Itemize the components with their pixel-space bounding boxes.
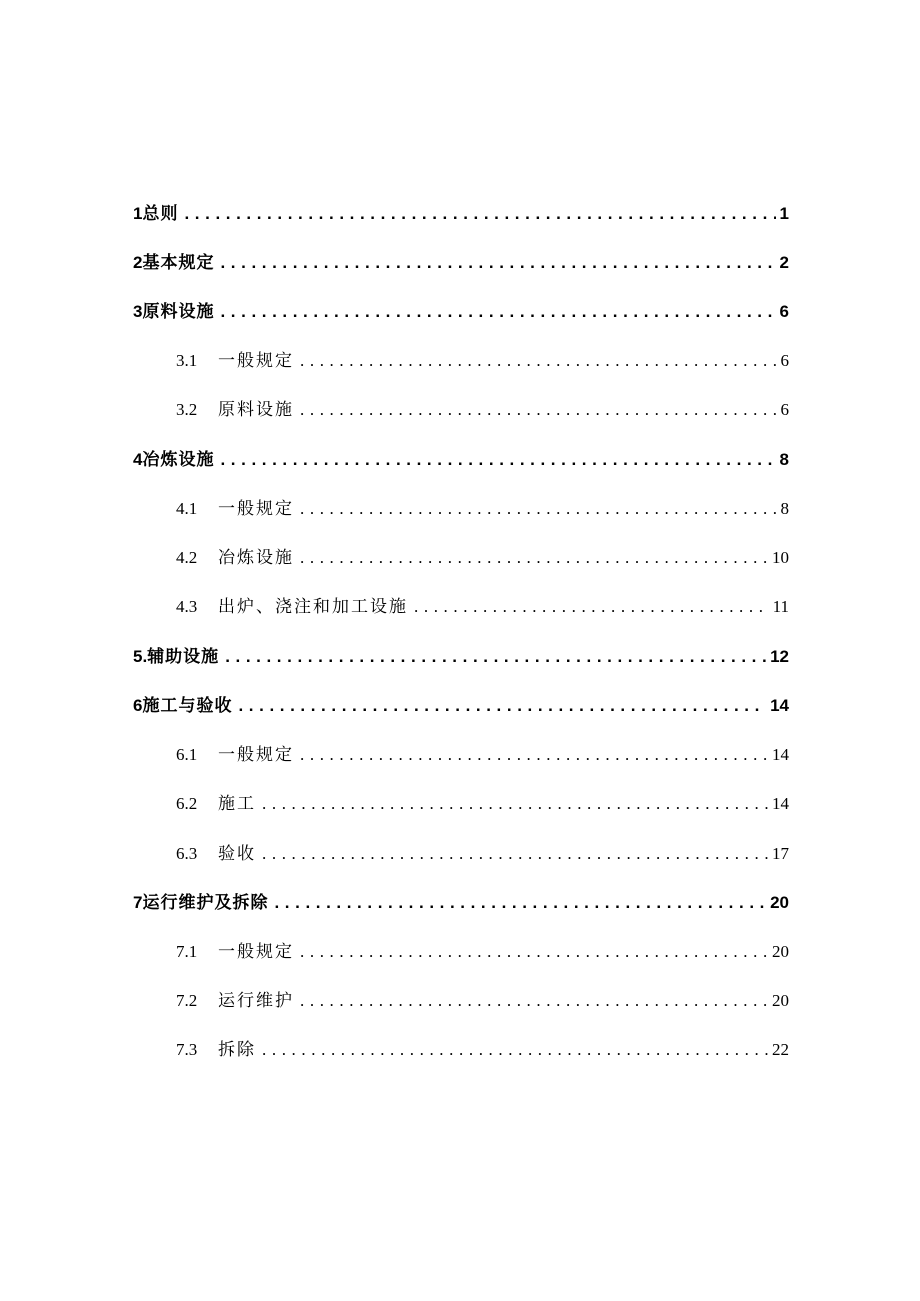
toc-number: 7.2 bbox=[176, 991, 198, 1010]
toc-subentry[interactable] bbox=[176, 1035, 789, 1059]
toc-number: 5. bbox=[133, 647, 148, 666]
toc-page-number: 6 bbox=[779, 302, 789, 321]
toc-subentry[interactable] bbox=[176, 592, 789, 616]
toc-page-number: 20 bbox=[772, 991, 789, 1010]
toc-leader-dots bbox=[300, 352, 777, 369]
toc-leader-dots bbox=[262, 1041, 768, 1058]
toc-number: 6.2 bbox=[176, 794, 198, 813]
toc-subentry[interactable] bbox=[176, 986, 789, 1010]
toc-leader-dots bbox=[220, 303, 775, 320]
toc-page-number: 6 bbox=[780, 400, 789, 419]
toc-leader-dots bbox=[300, 401, 777, 418]
toc-number: 7 bbox=[133, 893, 143, 912]
toc-page-number: 12 bbox=[770, 647, 789, 666]
toc-number: 7.1 bbox=[176, 942, 198, 961]
toc-leader-dots bbox=[220, 451, 775, 468]
toc-leader-dots bbox=[184, 205, 775, 222]
toc-entry[interactable] bbox=[133, 297, 789, 321]
toc-title: 拆除 bbox=[218, 1040, 256, 1059]
toc-number: 6 bbox=[133, 696, 143, 715]
toc-subentry[interactable] bbox=[176, 543, 789, 567]
toc-number: 7.3 bbox=[176, 1040, 198, 1059]
toc-number: 3.1 bbox=[176, 351, 198, 370]
toc-subentry[interactable] bbox=[176, 346, 789, 370]
toc-title: 原料设施 bbox=[218, 400, 294, 419]
toc-number: 4 bbox=[133, 450, 143, 469]
toc-page-number: 20 bbox=[770, 893, 789, 912]
toc-title: 一般规定 bbox=[218, 942, 294, 961]
toc-subentry[interactable] bbox=[176, 740, 789, 764]
toc-page-number: 8 bbox=[780, 499, 789, 518]
toc-leader-dots bbox=[262, 795, 768, 812]
toc-title: 辅助设施 bbox=[147, 647, 220, 666]
toc-title: 一般规定 bbox=[218, 745, 294, 764]
toc-page-number: 1 bbox=[779, 204, 789, 223]
toc-title: 一般规定 bbox=[218, 351, 294, 370]
toc-subentry[interactable] bbox=[176, 789, 789, 813]
toc-entry[interactable] bbox=[133, 445, 789, 469]
toc-leader-dots bbox=[274, 894, 766, 911]
toc-page-number: 17 bbox=[772, 844, 789, 863]
toc-title: 出炉、浇注和加工设施 bbox=[218, 597, 408, 616]
toc-leader-dots bbox=[300, 992, 768, 1009]
toc-leader-dots bbox=[300, 943, 768, 960]
toc-title: 冶炼设施 bbox=[218, 548, 294, 567]
toc-number: 3 bbox=[133, 302, 143, 321]
toc-number: 1 bbox=[133, 204, 143, 223]
toc-number: 6.1 bbox=[176, 745, 198, 764]
toc-entry[interactable] bbox=[133, 642, 789, 666]
toc-subentry[interactable] bbox=[176, 937, 789, 961]
toc-leader-dots bbox=[414, 598, 769, 615]
toc-leader-dots bbox=[225, 648, 766, 665]
toc-page-number: 6 bbox=[780, 351, 789, 370]
toc-page-number: 22 bbox=[772, 1040, 789, 1059]
toc-title: 运行维护 bbox=[218, 991, 294, 1010]
toc-title: 基本规定 bbox=[142, 253, 215, 272]
toc-page-number: 20 bbox=[772, 942, 789, 961]
toc-number: 4.3 bbox=[176, 597, 198, 616]
toc-page-number: 14 bbox=[770, 696, 789, 715]
toc-number: 4.2 bbox=[176, 548, 198, 567]
toc-entry[interactable] bbox=[133, 888, 789, 912]
toc-title: 运行维护及拆除 bbox=[142, 893, 269, 912]
toc-page-number: 8 bbox=[779, 450, 789, 469]
toc-leader-dots bbox=[300, 746, 768, 763]
toc-title: 施工与验收 bbox=[142, 696, 233, 715]
toc-entry[interactable] bbox=[133, 691, 789, 715]
toc-title: 冶炼设施 bbox=[142, 450, 215, 469]
toc-number: 3.2 bbox=[176, 400, 198, 419]
toc-number: 4.1 bbox=[176, 499, 198, 518]
toc-leader-dots bbox=[220, 254, 775, 271]
toc-page-number: 14 bbox=[772, 794, 789, 813]
toc-title: 验收 bbox=[218, 844, 256, 863]
toc-leader-dots bbox=[300, 500, 777, 517]
toc-leader-dots bbox=[300, 549, 768, 566]
toc-subentry[interactable] bbox=[176, 839, 789, 863]
toc-title: 一般规定 bbox=[218, 499, 294, 518]
toc-entry[interactable] bbox=[133, 199, 789, 223]
toc-page-number: 2 bbox=[779, 253, 789, 272]
toc-title: 施工 bbox=[218, 794, 256, 813]
toc-subentry[interactable] bbox=[176, 494, 789, 518]
toc-page-number: 11 bbox=[772, 597, 789, 616]
toc-page-number: 10 bbox=[772, 548, 789, 567]
toc-page-number: 14 bbox=[772, 745, 789, 764]
toc-leader-dots bbox=[238, 697, 766, 714]
toc-entry[interactable] bbox=[133, 248, 789, 272]
toc-title: 总则 bbox=[142, 204, 179, 223]
toc-number: 2 bbox=[133, 253, 143, 272]
toc-title: 原料设施 bbox=[142, 302, 215, 321]
toc-number: 6.3 bbox=[176, 844, 198, 863]
toc-leader-dots bbox=[262, 845, 768, 862]
toc-subentry[interactable] bbox=[176, 395, 789, 419]
